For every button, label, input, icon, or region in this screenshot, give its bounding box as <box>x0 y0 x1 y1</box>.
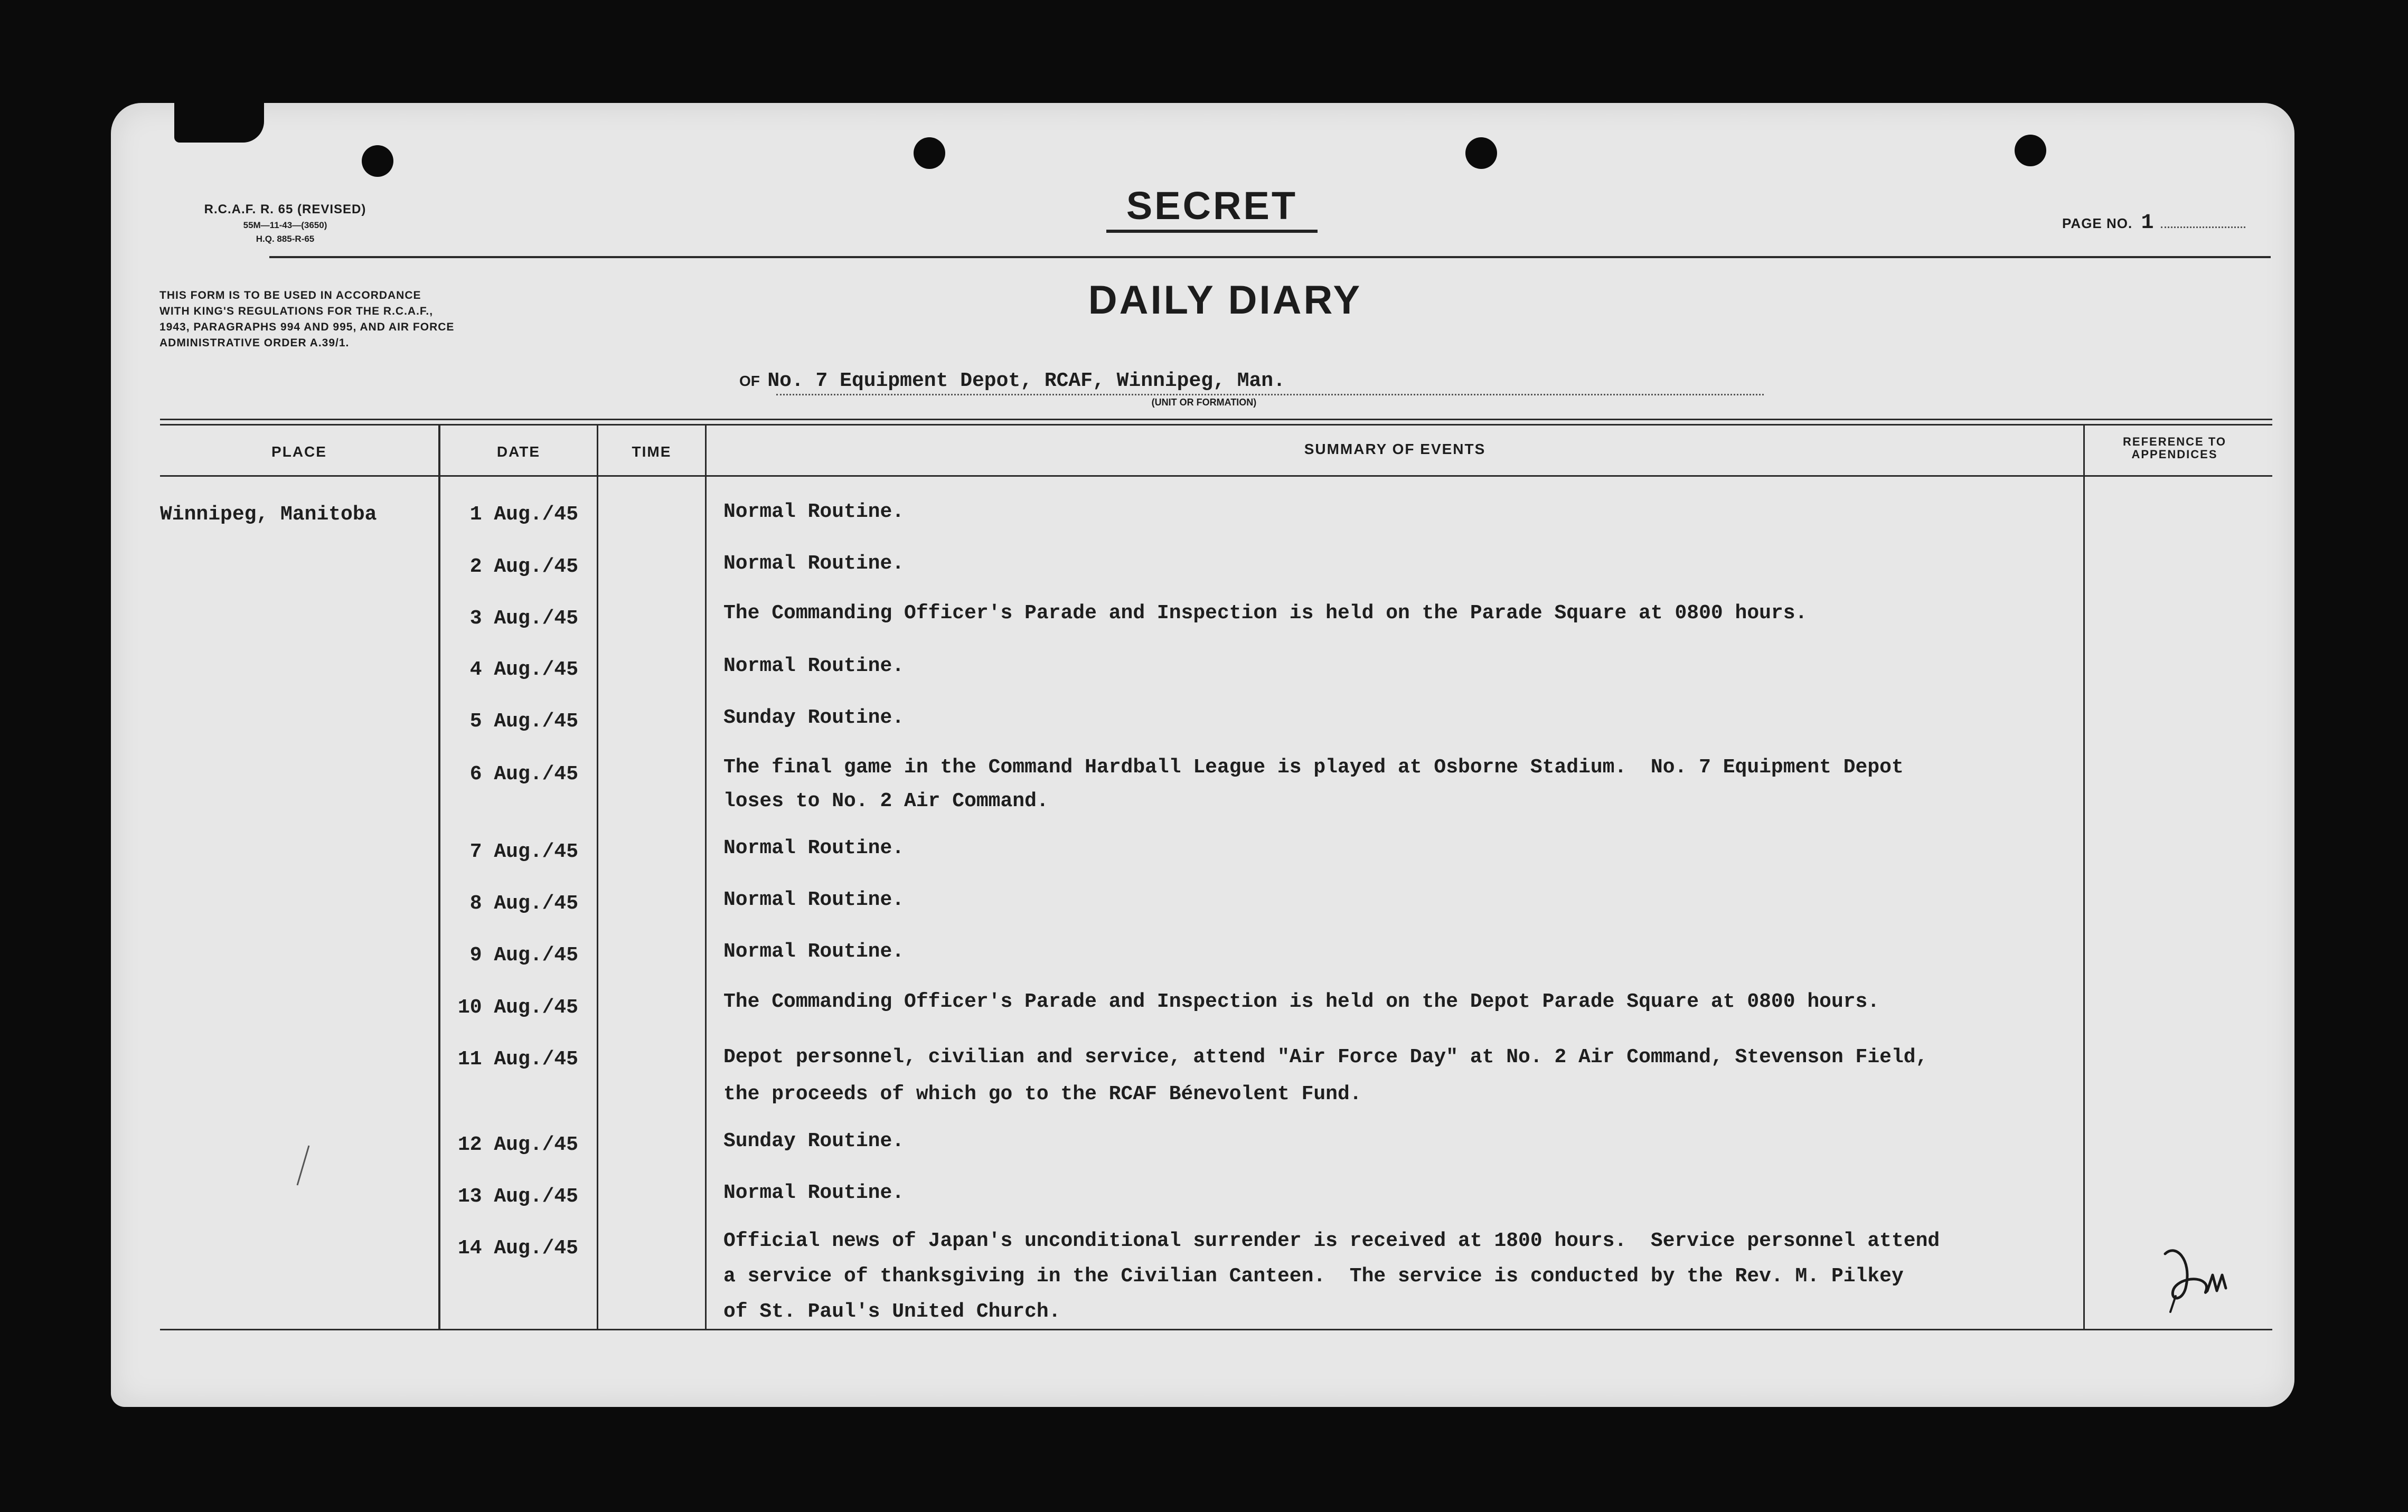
table-top-rule <box>160 419 2272 420</box>
date-cell: 10 Aug./45 <box>457 996 578 1019</box>
summary-cell: Normal Routine. <box>723 552 905 575</box>
header-rule <box>269 256 2271 258</box>
summary-cell: Sunday Routine. <box>723 706 905 729</box>
punch-hole <box>2015 135 2046 166</box>
instruction-line: WITH KING'S REGULATIONS FOR THE R.C.A.F., <box>159 305 434 317</box>
secret-heading: SECRET <box>1106 182 1318 233</box>
column-header-summary: SUMMARY OF EVENTS <box>1304 441 1486 457</box>
handwritten-initials <box>2155 1238 2239 1317</box>
date-cell: 2 Aug./45 <box>469 555 578 578</box>
punch-hole <box>1465 137 1497 169</box>
instruction-line: 1943, PARAGRAPHS 994 AND 995, AND AIR FORCE <box>159 321 455 333</box>
summary-cell: The Commanding Officer's Parade and Inspection is held on the Depot Parade Square at 0800 hours. <box>723 990 1880 1013</box>
page-number-label: PAGE NO. <box>2062 215 2133 231</box>
form-id-line: H.Q. 885-R-65 <box>256 234 315 244</box>
date-cell: 7 Aug./45 <box>469 840 578 863</box>
date-cell: 9 Aug./45 <box>469 944 578 967</box>
unit-caption: (UNIT OR FORMATION) <box>1151 397 1257 408</box>
date-cell: 5 Aug./45 <box>469 710 578 733</box>
column-divider <box>705 424 707 1329</box>
summary-cell: Normal Routine. <box>723 837 905 859</box>
date-cell: 13 Aug./45 <box>457 1185 578 1208</box>
summary-cell: Normal Routine. <box>723 889 905 911</box>
column-divider <box>438 424 440 1329</box>
column-header-date: DATE <box>496 443 541 460</box>
page-number-value: 1 <box>2141 211 2155 235</box>
form-id-block <box>174 202 396 244</box>
date-cell: 6 Aug./45 <box>469 763 578 786</box>
page-number <box>2062 211 2268 235</box>
edge-tear-mark <box>174 98 264 143</box>
summary-cell: Normal Routine. <box>723 1182 905 1204</box>
summary-cell: Depot personnel, civilian and service, attend "Air Force Day" at No. 2 Air Command, Stevenson Field, the proceeds of which go to the RCAF Bénevolent Fund. <box>723 1046 1928 1105</box>
summary-cell: Sunday Routine. <box>723 1130 905 1152</box>
column-divider <box>2083 424 2085 1329</box>
page-title: DAILY DIARY <box>1088 278 1362 323</box>
date-cell: 12 Aug./45 <box>457 1133 578 1156</box>
unit-underline <box>776 394 1764 395</box>
date-cell: 3 Aug./45 <box>469 607 578 630</box>
date-cell: 14 Aug./45 <box>457 1237 578 1260</box>
summary-cell: Official news of Japan's unconditional surrender is received at 1800 hours. Service personnel attend a service of thanksgiving in the Civilian Canteen. The service is conducted by the Rev. M. Pilkey of St. Paul's United Church. <box>723 1230 1940 1323</box>
instruction-block <box>159 288 635 351</box>
form-id-line: R.C.A.F. R. 65 (REVISED) <box>204 202 366 216</box>
instruction-line: ADMINISTRATIVE ORDER A.39/1. <box>159 337 350 349</box>
reference-header-line: REFERENCE TO <box>2123 435 2226 448</box>
date-cell: 4 Aug./45 <box>469 658 578 681</box>
diary-sheet <box>111 103 2294 1407</box>
column-header-time: TIME <box>632 443 672 460</box>
place-cell: Winnipeg, Manitoba <box>160 503 377 526</box>
reference-header-line: APPENDICES <box>2131 448 2218 461</box>
summary-cell: Normal Routine. <box>723 655 905 677</box>
of-label: OF <box>739 373 760 389</box>
unit-value: No. 7 Equipment Depot, RCAF, Winnipeg, Man. <box>767 370 1285 392</box>
summary-cell: Normal Routine. <box>723 500 905 523</box>
pencil-mark <box>293 1143 314 1190</box>
date-cell: 1 Aug./45 <box>469 503 578 526</box>
column-header-rule <box>160 475 2272 477</box>
table-top-rule <box>160 424 2272 426</box>
date-cell: 11 Aug./45 <box>457 1048 578 1071</box>
page-number-dots <box>2161 226 2245 228</box>
unit-line <box>739 370 1764 392</box>
column-header-place: PLACE <box>271 443 327 460</box>
punch-hole <box>914 137 945 169</box>
punch-hole <box>362 145 393 177</box>
summary-cell: The Commanding Officer's Parade and Inspection is held on the Parade Square at 0800 hours. <box>723 602 1808 625</box>
summary-cell: Normal Routine. <box>723 940 905 963</box>
summary-cell: The final game in the Command Hardball League is played at Osborne Stadium. No. 7 Equipment Depot loses to No. 2 Air Command. <box>723 756 1904 812</box>
column-header-reference <box>2085 436 2264 461</box>
date-cell: 8 Aug./45 <box>469 892 578 915</box>
column-divider <box>597 424 598 1329</box>
form-id-line: 55M—11-43—(3650) <box>243 220 327 230</box>
instruction-line: THIS FORM IS TO BE USED IN ACCORDANCE <box>159 289 421 301</box>
